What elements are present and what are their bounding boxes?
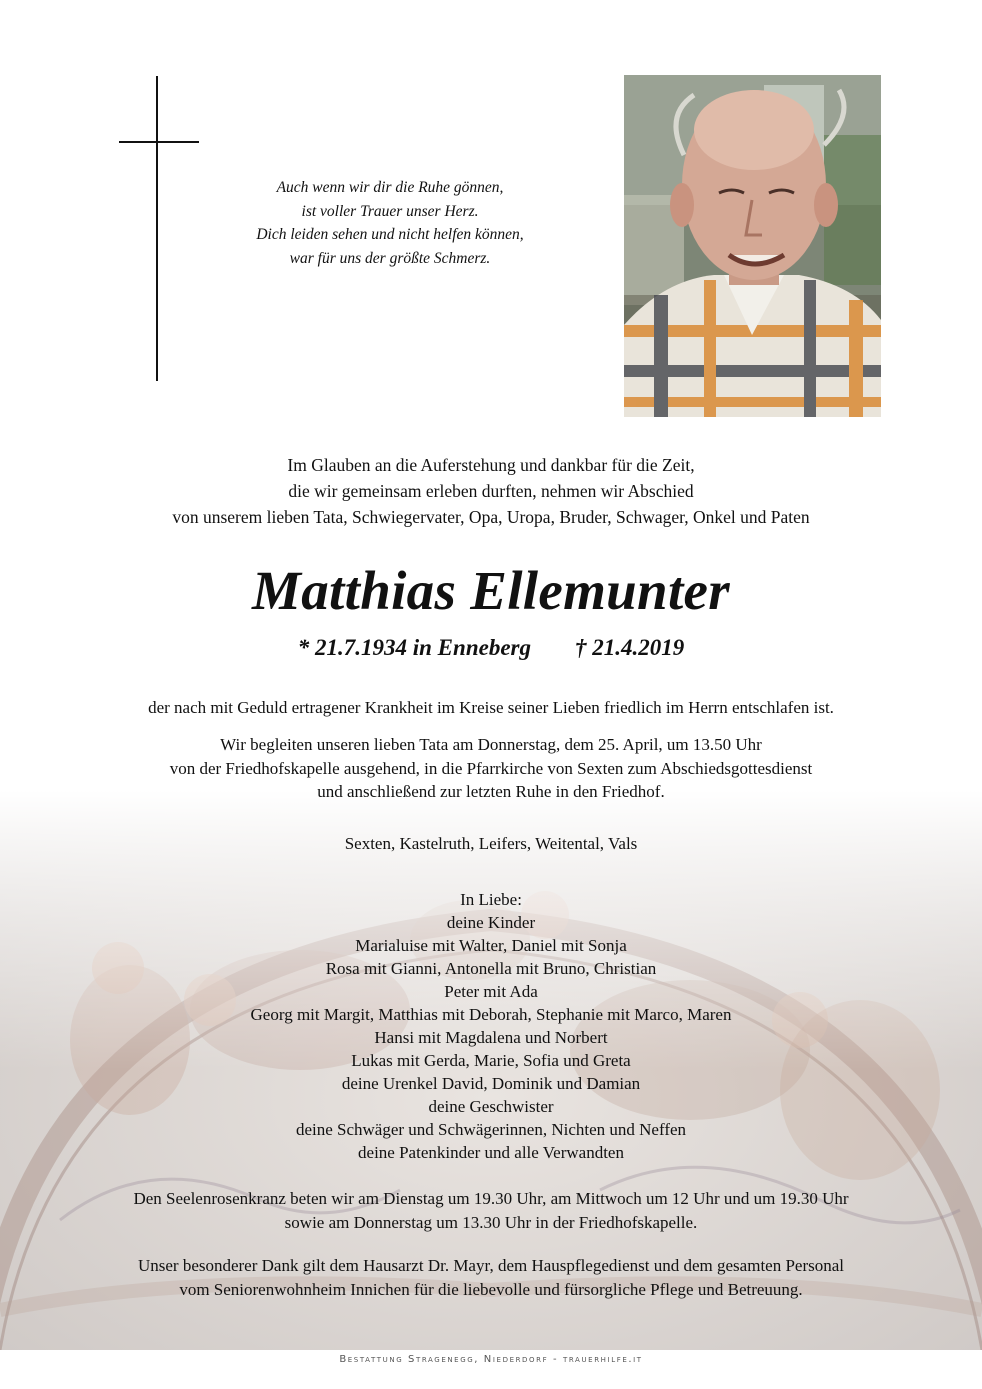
rosary-line: sowie am Donnerstag um 13.30 Uhr in der Friedhofskapelle. [284,1212,698,1232]
mourner-line: deine Geschwister [428,1097,554,1116]
mourner-line: deine Kinder [446,913,536,932]
rosary-text [0,1187,982,1234]
places-line: Sexten, Kastelruth, Leifers, Weitental, Vals [344,834,638,853]
mourners-list [0,888,982,1164]
mourner-line: Lukas mit Gerda, Marie, Sofia und Greta [351,1051,631,1070]
portrait-photo [624,75,881,417]
mourner-line: deine Schwäger und Schwägerinnen, Nichten und Neffen [295,1120,687,1139]
life-dates [0,632,982,664]
mourner-line: deine Patenkinder und alle Verwandten [358,1143,624,1162]
poem-line: war für uns der größte Schmerz. [289,249,491,267]
cross-icon-vertical [156,76,158,381]
mourner-line: In Liebe: [460,890,522,909]
death-date: † 21.4.2019 [574,635,685,660]
intro-line: von unserem lieben Tata, Schwiegervater, Opa, Uropa, Bruder, Schwager, Onkel und Paten [172,507,810,527]
rosary-line: Den Seelenrosenkranz beten wir am Dienstag um 19.30 Uhr, am Mittwoch um 12 Uhr und um 19.30 Uhr [133,1189,849,1208]
mourner-line: Marialuise mit Walter, Daniel mit Sonja [355,936,627,955]
funeral-line: und anschließend zur letzten Ruhe in den Friedhof. [317,782,665,802]
intro-text [0,452,982,530]
intro-line: die wir gemeinsam erleben durften, nehmen wir Abschied [288,481,694,501]
deceased-name: Matthias Ellemunter [252,560,730,621]
thanks-line: Unser besonderer Dank gilt dem Hausarzt Dr. Mayr, dem Hauspflegedienst und dem gesamten Personal [137,1256,845,1275]
mourner-line: Hansi mit Magdalena und Norbert [374,1028,608,1047]
funeral-text [0,733,982,804]
thanks-text [0,1254,982,1301]
funeral-home-footer: Bestattung Stragenegg, Niederdorf - trauerhilfe.it [339,1354,643,1365]
mourner-line: Georg mit Margit, Matthias mit Deborah, Stephanie mit Marco, Maren [250,1005,732,1024]
mourner-line: Rosa mit Gianni, Antonella mit Bruno, Christian [325,959,657,978]
poem-line: Dich leiden sehen und nicht helfen können, [256,226,524,243]
passing-text [0,696,982,720]
passing-line: der nach mit Geduld ertragener Krankheit im Kreise seiner Lieben friedlich im Herrn entschlafen ist. [148,698,834,717]
places-text [0,832,982,856]
funeral-line: Wir begleiten unseren lieben Tata am Donnerstag, dem 25. April, um 13.50 Uhr [220,735,762,754]
poem-line: ist voller Trauer unser Herz. [301,202,479,220]
portrait-image [624,75,881,417]
mourner-line: Peter mit Ada [444,982,538,1001]
intro-line: Im Glauben an die Auferstehung und dankbar für die Zeit, [287,455,695,475]
poem [230,176,550,270]
mourner-line: deine Urenkel David, Dominik und Damian [341,1074,641,1093]
thanks-line: vom Seniorenwohnheim Innichen für die liebevolle und fürsorgliche Pflege und Betreuung. [179,1279,803,1299]
funeral-line: von der Friedhofskapelle ausgehend, in die Pfarrkirche von Sexten zum Abschiedsgottesdienst [169,758,813,778]
cross-icon-horizontal [119,141,199,143]
birth-date: * 21.7.1934 in Enneberg [297,635,531,660]
poem-line: Auch wenn wir dir die Ruhe gönnen, [276,179,504,196]
